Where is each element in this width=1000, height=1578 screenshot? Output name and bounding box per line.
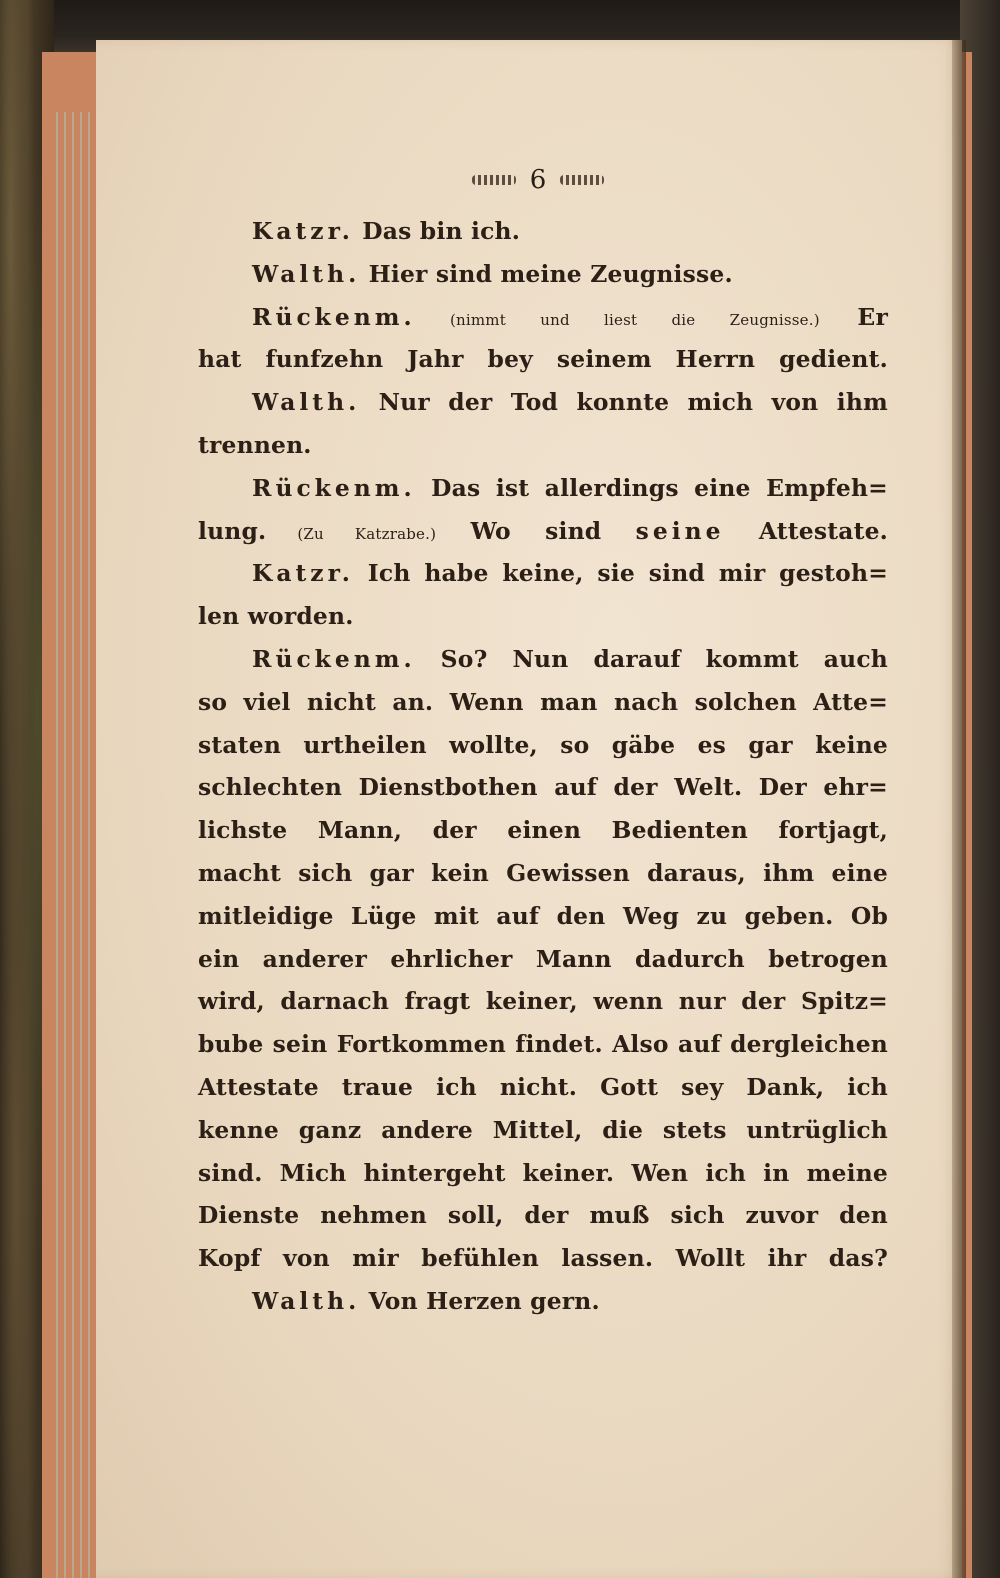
- text-line: Rückenm. So? Nun darauf kommt auch: [252, 644, 888, 673]
- text-line: mitleidige Lüge mit auf den Weg zu geben. Ob: [198, 901, 888, 930]
- text-line: trennen.: [198, 430, 312, 459]
- text-line: sind. Mich hintergeht keiner. Wen ich in meine: [198, 1158, 888, 1187]
- speaker-name: Katzr.: [252, 217, 354, 245]
- page-header: [438, 162, 638, 198]
- text-line: kenne ganz andere Mittel, die stets untrüglich: [198, 1115, 888, 1144]
- text-line: ein anderer ehrlicher Mann dadurch betrogen: [198, 944, 888, 973]
- text-line: schlechten Dienstbothen auf der Welt. Der ehr=: [198, 773, 888, 802]
- text-line: so viel nicht an. Wenn man nach solchen Atte=: [198, 687, 888, 716]
- text-line: Walth. Hier sind meine Zeugnisse.: [252, 259, 733, 288]
- text-line: len worden.: [198, 602, 354, 631]
- text-line: Katzr. Ich habe keine, sie sind mir gestoh=: [252, 559, 888, 588]
- text-line: hat funfzehn Jahr bey seinem Herrn gedient.: [198, 345, 888, 374]
- ornament-left: [472, 175, 516, 185]
- speaker-name: Katzr.: [252, 559, 354, 588]
- text-line: Walth. Nur der Tod konnte mich von ihm: [252, 388, 888, 417]
- text-line: lung. (Zu Katzrabe.) Wo sind seine Attestate.: [198, 516, 889, 545]
- speaker-name: Rückenm.: [252, 644, 416, 673]
- text-line: Attestate traue ich nicht. Gott sey Dank, ich: [198, 1072, 888, 1101]
- page-text: [198, 210, 888, 1323]
- ornament-right: [560, 175, 604, 185]
- text-line: staten urtheilen wollte, so gäbe es gar keine: [198, 730, 888, 759]
- speaker-name: Walth.: [252, 1286, 361, 1315]
- speaker-name: Rückenm.: [252, 302, 416, 331]
- text-line: Kopf von mir befühlen lassen. Wollt ihr das?: [198, 1244, 888, 1273]
- text-line: Rückenm. (nimmt und liest die Zeugnisse.) Er: [252, 302, 888, 331]
- speaker-name: Walth.: [252, 259, 361, 288]
- page-gutter-shadow: [952, 40, 966, 1578]
- text-line: Katzr. Das bin ich.: [252, 217, 521, 245]
- text-line: Rückenm. Das ist allerdings eine Empfeh=: [252, 473, 888, 502]
- spaced-word: seine: [635, 516, 725, 545]
- text-line: Dienste nehmen soll, der muß sich zuvor den: [198, 1201, 888, 1230]
- text-line: wird, darnach fragt keiner, wenn nur der Spitz=: [198, 987, 888, 1016]
- stage-direction: (nimmt und liest die Zeugnisse.): [415, 310, 820, 329]
- speaker-name: Walth.: [252, 388, 361, 417]
- text-line: macht sich gar kein Gewissen daraus, ihm eine: [198, 858, 888, 887]
- text-line: lichste Mann, der einen Bedienten fortjagt,: [198, 816, 888, 845]
- stage-direction: (Zu Katzrabe.): [266, 524, 437, 543]
- text-line: bube sein Fortkommen findet. Also auf dergleichen: [198, 1030, 888, 1059]
- page-number: 6: [529, 165, 547, 195]
- text-line: Walth. Von Herzen gern.: [252, 1286, 600, 1315]
- speaker-name: Rückenm.: [252, 473, 416, 502]
